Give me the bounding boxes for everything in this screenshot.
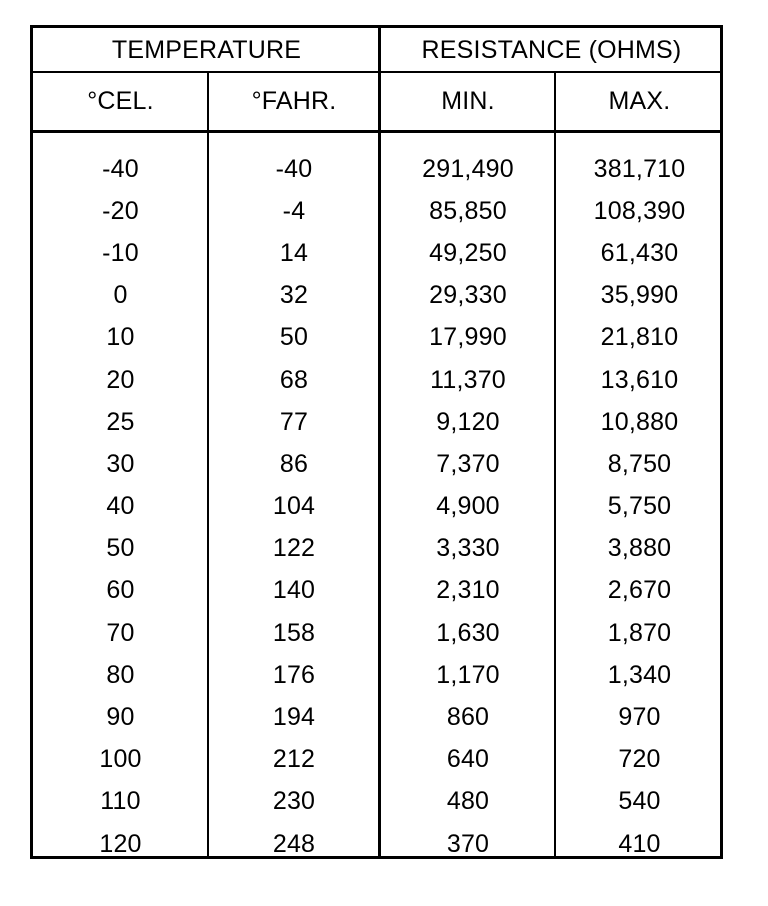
table-row xyxy=(33,401,720,443)
max-cell: 35,990 xyxy=(600,281,679,310)
max-cell: 13,610 xyxy=(600,365,679,394)
fahr-cell: 32 xyxy=(279,281,309,310)
fahr-cell: 176 xyxy=(272,660,316,689)
max-cell: 1,340 xyxy=(607,660,672,689)
cel-cell: 60 xyxy=(106,576,135,605)
min-cell: 4,900 xyxy=(436,492,500,521)
min-cell: 29,330 xyxy=(429,281,507,310)
fahr-cell: 122 xyxy=(272,534,316,563)
table-row xyxy=(33,317,720,359)
cel-cell: 120 xyxy=(99,829,142,858)
cel-cell: 0 xyxy=(113,281,128,310)
fahr-header: °FAHR. xyxy=(251,87,337,115)
max-cell: 5,750 xyxy=(607,492,672,521)
fahr-cell: 68 xyxy=(279,365,309,394)
min-cell: 370 xyxy=(446,829,490,858)
fahr-cell: 194 xyxy=(272,703,316,732)
min-cell: 2,310 xyxy=(436,576,500,605)
fahr-cell: -40 xyxy=(275,154,313,183)
temperature-header: TEMPERATURE xyxy=(111,36,302,64)
cel-cell: 25 xyxy=(106,407,135,436)
min-cell: 1,170 xyxy=(436,660,500,689)
cel-cell: 90 xyxy=(106,703,135,732)
min-cell: 9,120 xyxy=(436,407,500,436)
cel-cell: 110 xyxy=(100,787,141,816)
min-cell: 7,370 xyxy=(436,449,500,478)
max-cell: 970 xyxy=(618,703,661,732)
min-cell: 3,330 xyxy=(436,534,500,563)
fahr-cell: 158 xyxy=(272,618,316,647)
fahr-cell: 50 xyxy=(279,323,309,352)
table-row xyxy=(33,148,720,190)
header-column-row xyxy=(33,73,720,133)
min-cell: 1,630 xyxy=(436,618,500,647)
cel-cell: -40 xyxy=(102,154,139,183)
table-row xyxy=(33,781,720,823)
table-body xyxy=(33,148,720,865)
max-cell: 10,880 xyxy=(600,407,679,436)
min-cell: 291,490 xyxy=(422,154,514,183)
max-cell: 2,670 xyxy=(607,576,672,605)
min-cell: 640 xyxy=(446,745,490,774)
table-row xyxy=(33,275,720,317)
cel-cell: 50 xyxy=(106,534,135,563)
min-cell: 11,370 xyxy=(430,365,506,394)
table-row xyxy=(33,654,720,696)
fahr-cell: 77 xyxy=(279,407,309,436)
cel-cell: 100 xyxy=(99,745,142,774)
cel-cell: 10 xyxy=(106,323,135,352)
table-row xyxy=(33,696,720,738)
min-cell: 85,850 xyxy=(429,196,507,225)
cel-cell: -20 xyxy=(102,196,139,225)
max-cell: 8,750 xyxy=(607,449,672,478)
max-cell: 3,880 xyxy=(607,534,672,563)
fahr-cell: 14 xyxy=(279,238,309,267)
min-cell: 17,990 xyxy=(429,323,507,352)
max-cell: 21,810 xyxy=(600,323,679,352)
cel-cell: 80 xyxy=(106,660,135,689)
table-row xyxy=(33,570,720,612)
max-cell: 720 xyxy=(618,745,661,774)
header-group-row xyxy=(33,28,720,73)
fahr-cell: 248 xyxy=(272,829,316,858)
table-row xyxy=(33,232,720,274)
table-row xyxy=(33,190,720,232)
max-cell: 108,390 xyxy=(593,196,686,225)
max-cell: 61,430 xyxy=(600,238,679,267)
max-cell: 381,710 xyxy=(593,154,686,183)
cel-cell: 20 xyxy=(106,365,135,394)
resistance-table xyxy=(30,25,723,859)
table-row xyxy=(33,528,720,570)
table-row xyxy=(33,486,720,528)
resistance-header: RESISTANCE (OHMS) xyxy=(421,36,682,64)
max-cell: 410 xyxy=(618,829,661,858)
min-cell: 480 xyxy=(446,787,490,816)
table-row xyxy=(33,823,720,865)
min-header: MIN. xyxy=(441,87,495,115)
max-cell: 540 xyxy=(618,787,661,816)
table-row xyxy=(33,359,720,401)
fahr-cell: 212 xyxy=(272,745,316,774)
cel-cell: 70 xyxy=(106,618,135,647)
cel-header: °CEL. xyxy=(87,87,154,115)
min-cell: 49,250 xyxy=(429,238,507,267)
fahr-cell: -4 xyxy=(282,196,306,225)
max-cell: 1,870 xyxy=(607,618,672,647)
table-row xyxy=(33,612,720,654)
fahr-cell: 104 xyxy=(272,492,316,521)
table-row xyxy=(33,443,720,485)
fahr-cell: 86 xyxy=(279,449,309,478)
table-row xyxy=(33,739,720,781)
cel-cell: 40 xyxy=(106,492,135,521)
cel-cell: 30 xyxy=(106,449,135,478)
fahr-cell: 230 xyxy=(272,787,316,816)
cel-cell: -10 xyxy=(102,238,139,267)
min-cell: 860 xyxy=(446,703,490,732)
fahr-cell: 140 xyxy=(272,576,316,605)
max-header: MAX. xyxy=(608,87,671,115)
